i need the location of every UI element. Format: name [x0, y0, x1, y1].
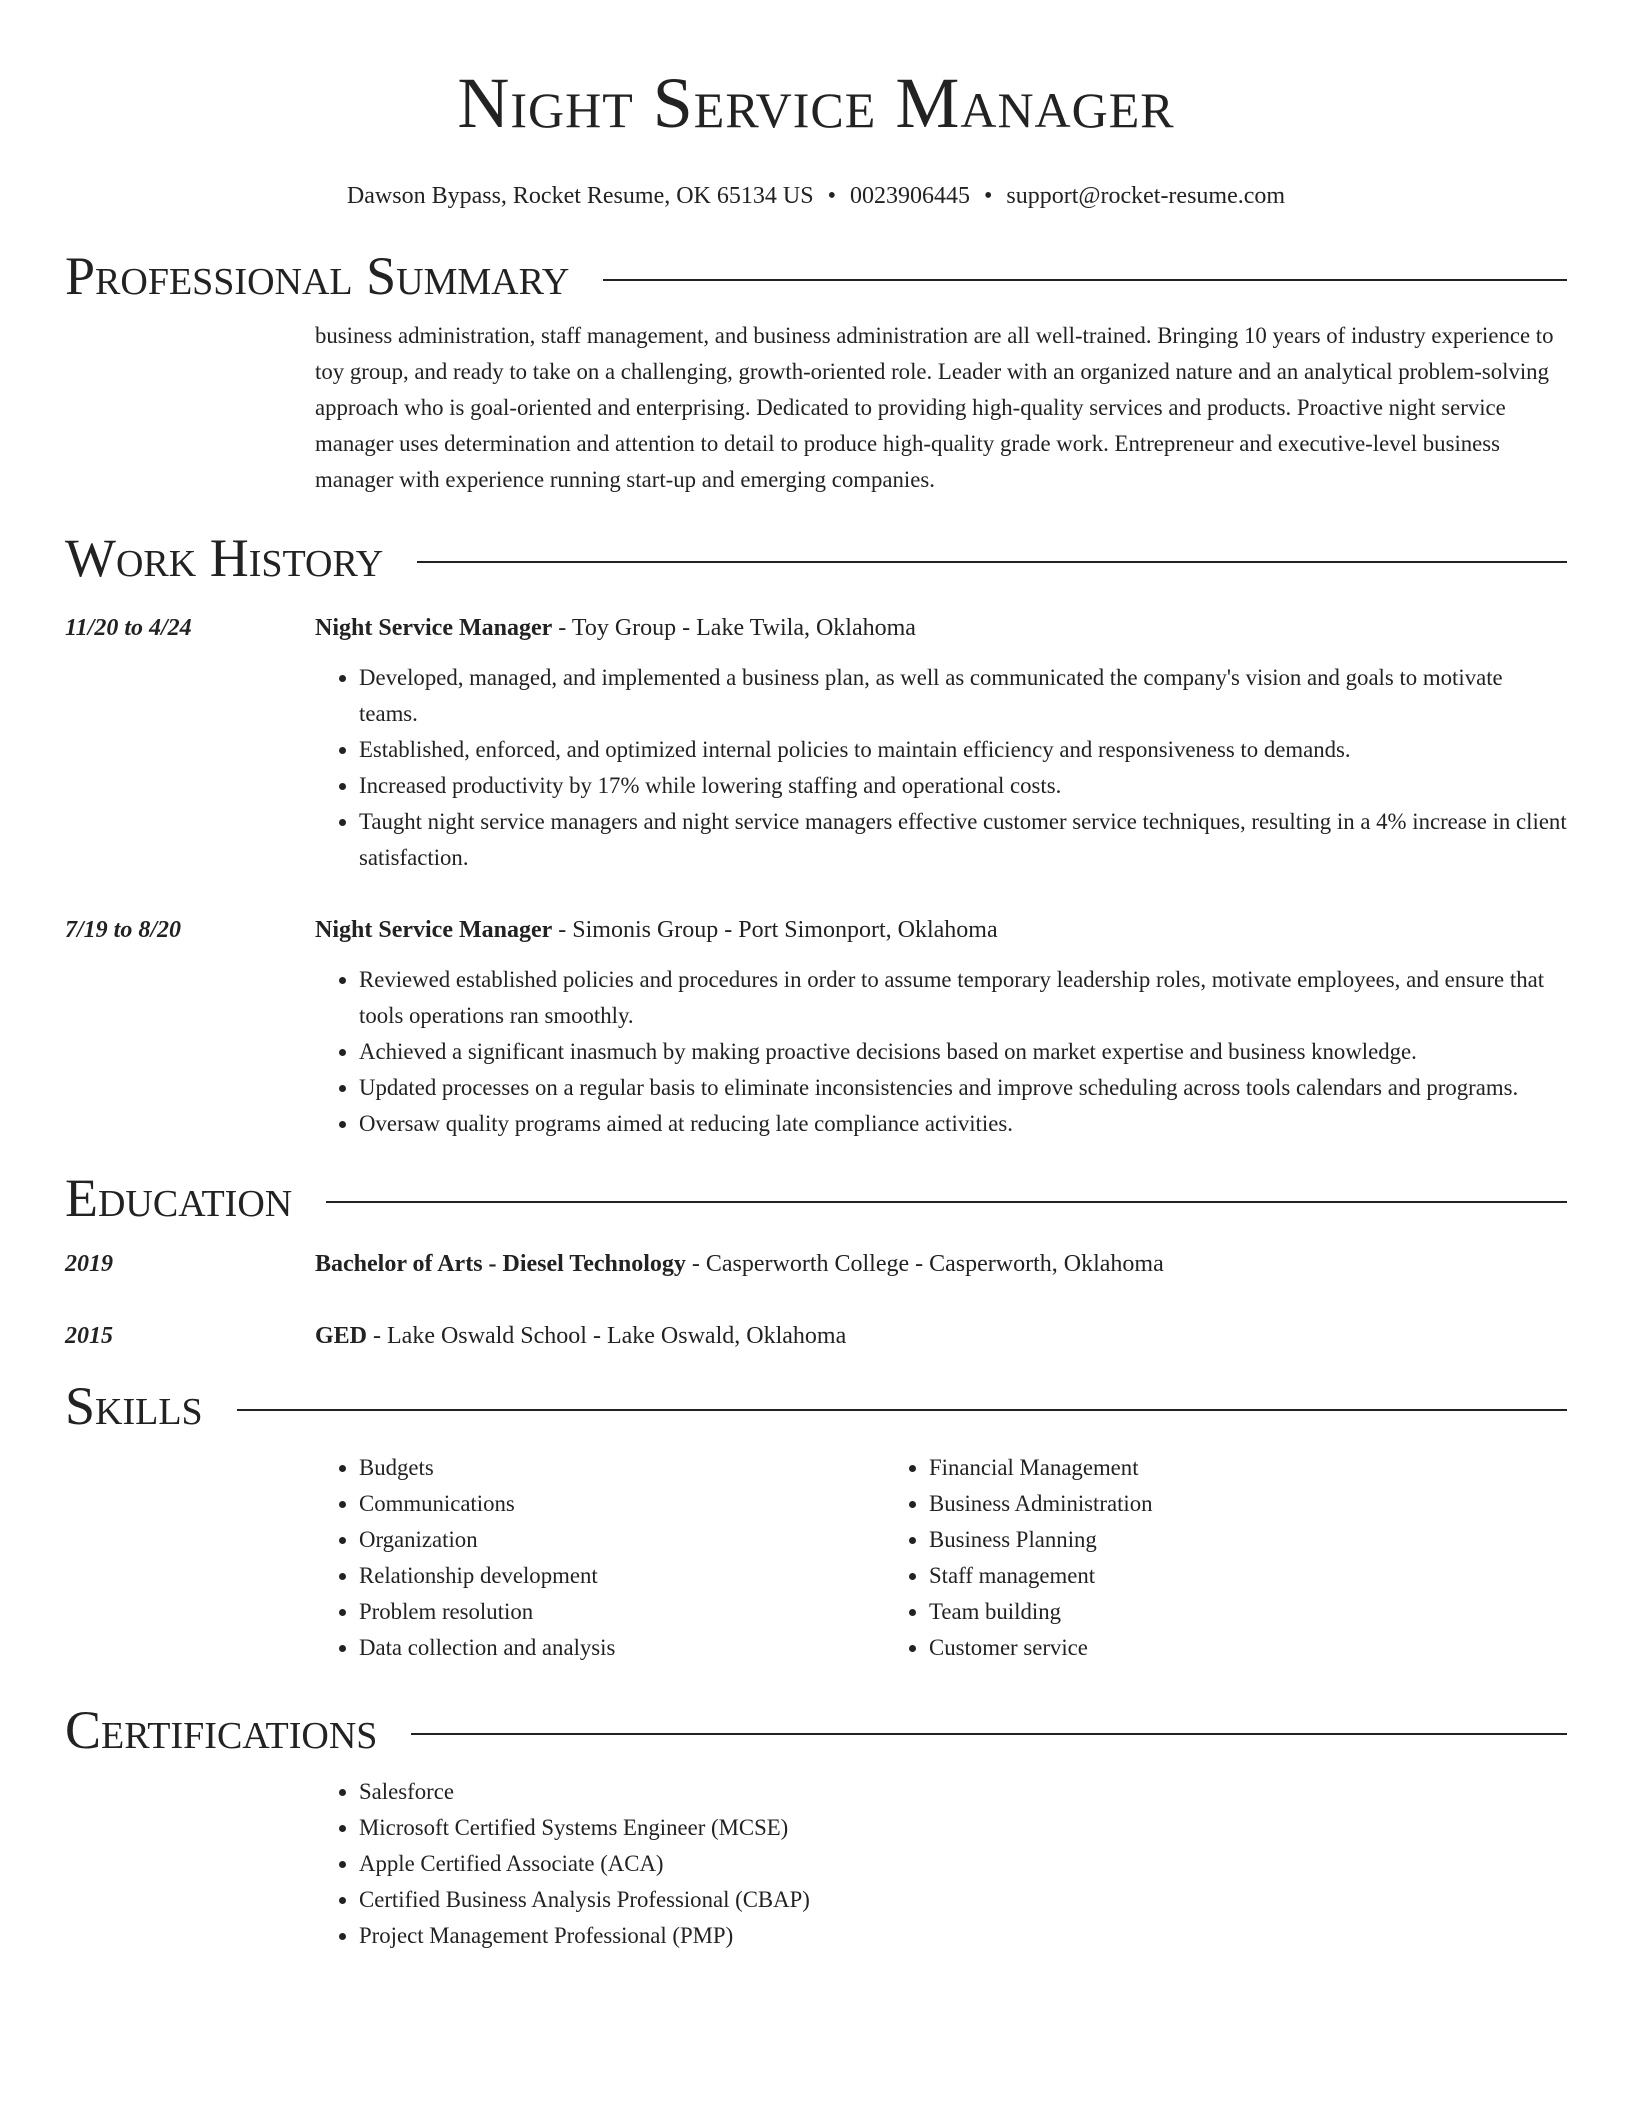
- skill-item: • Data collection and analysis: [359, 1630, 885, 1666]
- job-employer: - Toy Group - Lake Twila, Oklahoma: [552, 615, 916, 641]
- skills-column-left: [315, 1450, 885, 1666]
- job-bullet: • Achieved a significant inasmuch by making proactive decisions based on market expertise and business knowledge.: [359, 1034, 1567, 1070]
- section-header-education: [65, 1168, 1567, 1228]
- education-entry: [65, 1246, 1567, 1282]
- education-school: - Casperworth College - Casperworth, Oklahoma: [685, 1251, 1164, 1277]
- education-school: - Lake Oswald School - Lake Oswald, Oklahoma: [367, 1323, 847, 1349]
- section-title-certifications: Certifications: [65, 1700, 378, 1760]
- certification-item: • Project Management Professional (PMP): [359, 1918, 1567, 1954]
- skill-item: • Business Planning: [929, 1522, 1567, 1558]
- certification-item: • Microsoft Certified Systems Engineer (MCSE): [359, 1810, 1567, 1846]
- contact-address: Dawson Bypass, Rocket Resume, OK 65134 US: [346, 183, 814, 209]
- section-divider: [603, 279, 1567, 281]
- job-title: Night Service Manager: [315, 917, 553, 943]
- contact-phone: 0023906445: [849, 183, 970, 209]
- section-header-skills: [65, 1376, 1567, 1436]
- certification-item: • Certified Business Analysis Professional (CBAP): [359, 1882, 1567, 1918]
- education-degree: Bachelor of Arts - Diesel Technology: [315, 1251, 686, 1277]
- job-bullets: [315, 660, 1567, 876]
- candidate-title: Night Service Manager: [457, 63, 1175, 143]
- contact-email: support@rocket-resume.com: [1006, 183, 1286, 209]
- job-bullet: • Taught night service managers and night service managers effective customer service techniques, resulting in a 4% increase in client satisfaction.: [359, 804, 1567, 876]
- education-line: [315, 1246, 1164, 1282]
- skill-item: • Business Administration: [929, 1486, 1567, 1522]
- certification-list: [315, 1774, 1567, 1954]
- section-header-certifications: [65, 1700, 1567, 1760]
- education-line: [315, 1318, 846, 1354]
- education-entry: [65, 1318, 1567, 1354]
- skill-item: • Communications: [359, 1486, 885, 1522]
- contact-separator: •: [827, 183, 836, 209]
- contact-separator: •: [983, 183, 993, 209]
- job-bullet: • Increased productivity by 17% while lowering staffing and operational costs.: [359, 768, 1567, 804]
- certification-item: • Apple Certified Associate (ACA): [359, 1846, 1567, 1882]
- job-bullet: • Established, enforced, and optimized internal policies to maintain efficiency and responsiveness to demands.: [359, 732, 1567, 768]
- education-year: 2019: [65, 1251, 113, 1277]
- job-title-line: [315, 912, 998, 948]
- section-divider: [411, 1733, 1567, 1735]
- section-title-skills: Skills: [65, 1376, 203, 1436]
- job-dates: 11/20 to 4/24: [65, 615, 192, 641]
- skill-item: • Customer service: [929, 1630, 1567, 1666]
- skill-item: • Team building: [929, 1594, 1567, 1630]
- contact-line: [65, 180, 1567, 212]
- skills-grid: [315, 1450, 1567, 1666]
- skill-item: • Relationship development: [359, 1558, 885, 1594]
- job-dates: 7/19 to 8/20: [65, 917, 182, 943]
- skill-item: • Financial Management: [929, 1450, 1567, 1486]
- skill-item: • Organization: [359, 1522, 885, 1558]
- skill-item: • Staff management: [929, 1558, 1567, 1594]
- certification-item: • Salesforce: [359, 1774, 1567, 1810]
- job-header: [65, 610, 1567, 646]
- section-header-summary: [65, 246, 1567, 306]
- skills-column-right: [885, 1450, 1567, 1666]
- skill-item: • Budgets: [359, 1450, 885, 1486]
- job-title: Night Service Manager: [315, 615, 553, 641]
- section-divider: [417, 561, 1567, 563]
- job-bullet: • Developed, managed, and implemented a business plan, as well as communicated the company's vision and goals to motivate teams.: [359, 660, 1567, 732]
- section-header-work: [65, 528, 1567, 588]
- section-divider: [237, 1409, 1567, 1411]
- education-year: 2015: [65, 1323, 113, 1349]
- job-header: [65, 912, 1567, 948]
- skill-item: • Problem resolution: [359, 1594, 885, 1630]
- section-divider: [326, 1201, 1567, 1203]
- job-bullet: • Updated processes on a regular basis to eliminate inconsistencies and improve scheduling across tools calendars and programs.: [359, 1070, 1567, 1106]
- job-title-line: [315, 610, 916, 646]
- job-entry: [65, 610, 1567, 876]
- job-bullets: [315, 962, 1567, 1142]
- section-title-education: Education: [65, 1168, 293, 1228]
- education-degree: GED: [315, 1323, 368, 1349]
- job-bullet: • Reviewed established policies and procedures in order to assume temporary leadership roles, motivate employees, and ensure that tools operations ran smoothly.: [359, 962, 1567, 1034]
- job-entry: [65, 912, 1567, 1142]
- section-title-summary: Professional Summary: [65, 246, 570, 306]
- job-bullet: • Oversaw quality programs aimed at reducing late compliance activities.: [359, 1106, 1567, 1142]
- summary-text: business administration, staff management, and business administration are all well-trained. Bringing 10 years of industry experience to toy group, and ready to take on a challenging, growth-oriented role. Leader with an organized nature and an analytical problem-solving approach who is goal-oriented and enterprising. Dedicated to providing high-quality services and products. Proactive night service manager uses determination and attention to detail to produce high-quality grade work. Entrepreneur and executive-level business manager with experience running start-up and emerging companies.: [315, 323, 1554, 492]
- job-employer: - Simonis Group - Port Simonport, Oklahoma: [552, 917, 998, 943]
- section-title-work: Work History: [65, 528, 384, 588]
